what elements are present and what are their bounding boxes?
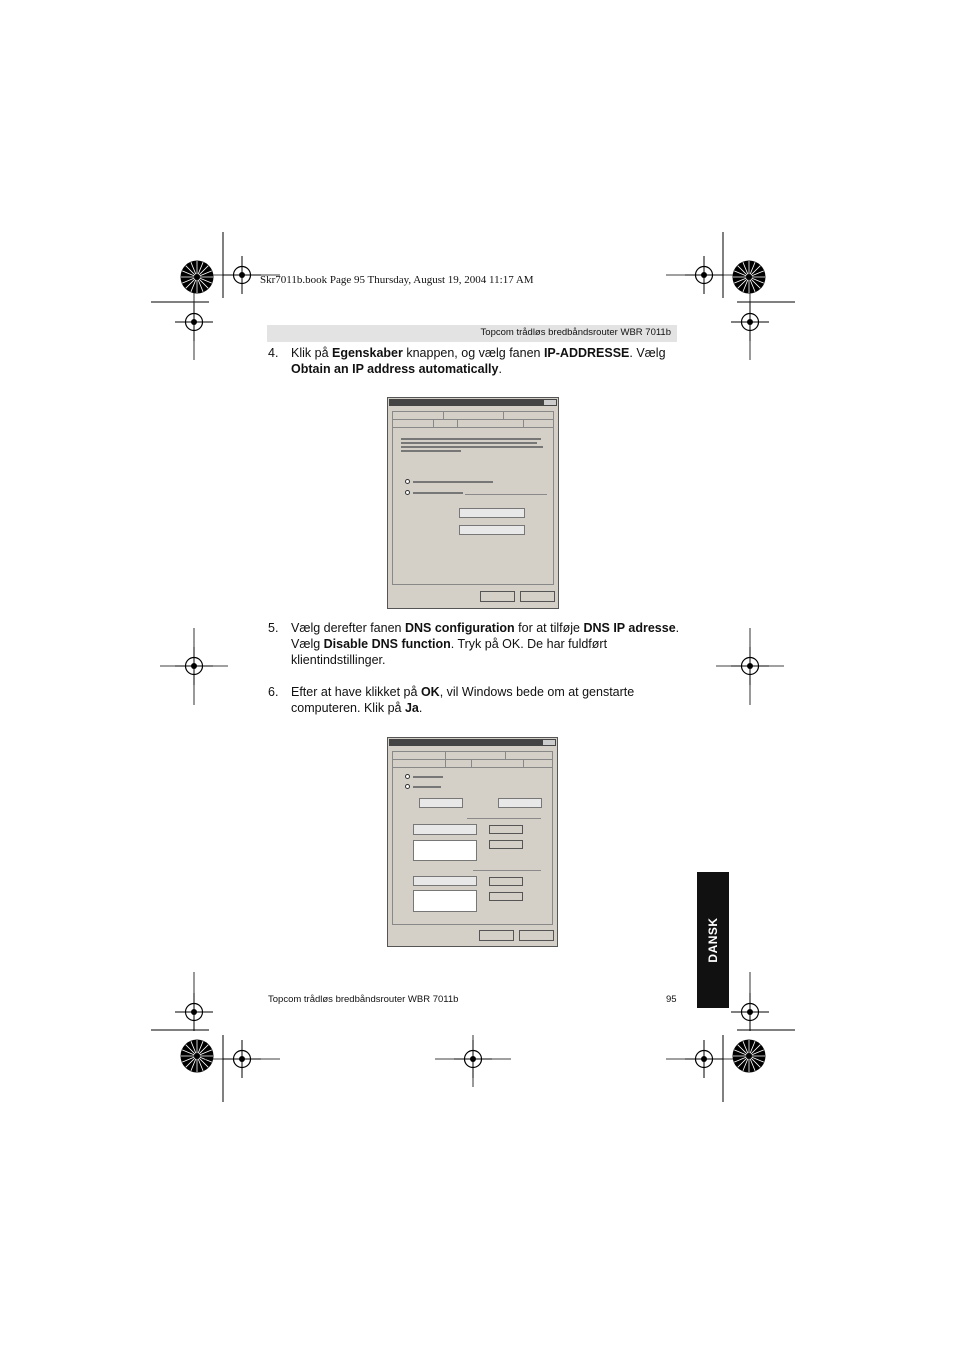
running-header-text: Topcom trådløs bredbåndsrouter WBR 7011b [480,327,671,338]
close-icon [550,400,556,405]
dialog-title-bar [389,739,556,746]
bold-term: DNS IP adresse [583,621,676,635]
step-number: 4. [268,346,279,360]
tcpip-dns-configuration-screenshot [387,737,558,947]
dns-server-list [413,840,477,861]
enable-dns-radio [405,784,410,789]
obtain-ip-radio [405,479,410,484]
close-icon [549,740,555,745]
bold-term: OK [420,685,440,699]
tab-row-back [392,411,554,419]
footer-title: Topcom trådløs bredbåndsrouter WBR 7011b [268,994,459,1005]
domain-field [498,798,542,808]
ok-button [479,930,514,941]
specify-ip-radio [405,490,410,495]
subnet-mask-field [459,525,525,535]
dns-server-field [413,824,477,835]
bold-term: IP-ADDRESSE [543,346,630,360]
tab-row-front [392,759,553,767]
print-info: Skr7011b.book Page 95 Thursday, August 19, 2004 11:17 AM [260,274,534,286]
bold-term: Ja [404,701,419,715]
tab-row-front [392,419,554,427]
disable-dns-radio [405,774,410,779]
dns-configuration-panel [392,767,553,925]
step-number: 6. [268,685,279,699]
domain-suffix-list [413,890,477,912]
language-tab [697,872,729,1008]
ip-address-field [459,508,525,518]
step-5: 5. Vælg derefter fanen DNS configuration for at tilføje DNS IP adresse. Vælg Disable DNS function. Tryk på OK. De har fuldført klientindstillinger. [268,621,680,667]
domain-suffix-field [413,876,477,886]
bold-term: Egenskaber [332,346,403,360]
running-header [267,325,677,342]
page-number: 95 [666,994,677,1005]
suffix-add-button [489,877,523,886]
language-tab-label: DANSK [706,917,720,963]
host-field [419,798,463,808]
ok-button [480,591,515,602]
bold-term: Disable DNS function [323,637,451,651]
tab-row-back [392,751,553,759]
dns-add-button [489,825,523,834]
suffix-remove-button [489,892,523,901]
step-6: 6. Efter at have klikket på OK, vil Windows bede om at genstarte computeren. Klik på Ja. [268,685,635,715]
dialog-title-bar [389,399,557,406]
bold-term: Obtain an IP address automatically [291,362,499,376]
step-number: 5. [268,621,279,635]
dns-remove-button [489,840,523,849]
tcpip-ip-address-screenshot [387,397,559,609]
cancel-button [520,591,555,602]
step-4: 4. Klik på Egenskaber knappen, og vælg fanen IP-ADDRESSE. Vælg Obtain an IP address automatically. [268,346,666,376]
ip-address-panel [392,427,554,585]
bold-term: DNS configuration [404,621,515,635]
cancel-button [519,930,554,941]
